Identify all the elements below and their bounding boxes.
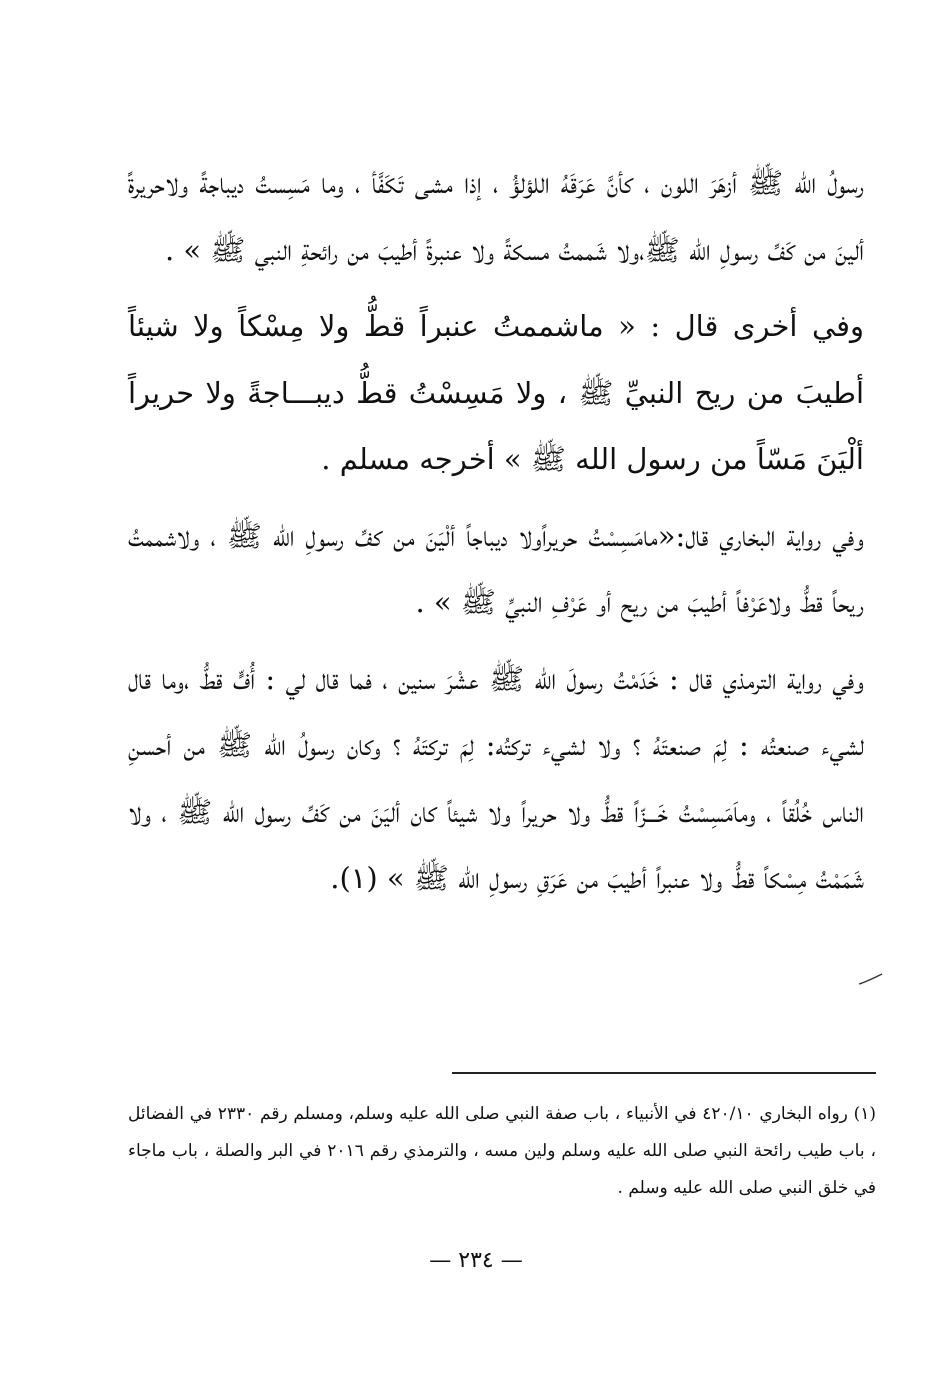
paragraph-other-narration: وفي أخرى قال : « ماشممتُ عنبراً قطُّ ولا مِسْكاً ولا شيئاً أطيبَ من ريح النبيِّ ﷺ ، ولا مَسِسْتُ قطُّ ديبـــاجةً ولا حريراً ألْيَنَ مَسّاً من رسول الله ﷺ » أخرجه مسلم . xyxy=(128,309,864,476)
main-text xyxy=(128,150,864,912)
paragraph-description: رسولُ الله ﷺ أزهَرَ اللون ، كأنَّ عَرَقَهُ اللؤلؤُ ، إذا مشى تَكَفَّأ ، وما مَسِستُ ديباجةً ولاحريرةً ألينَ من كَفِّ رسولِ الله ﷺ،ولا شَممتُ مسكةً ولا عنبرةً أطيبَ من رائحةِ النبي ﷺ » . xyxy=(128,166,864,267)
paragraph-bukhari-narration: وفي رواية البخاري قال:«مامَسِسْتُ حريراًولا ديباجاً ألْيَنَ من كفِّ رسولِ الله ﷺ ، ولاشممتُ ريحاً قطُّ ولاعَرْفاً أطيبَ من ريح أو عَرْفِ النبيِّ ﷺ » . xyxy=(128,518,864,619)
margin-pen-mark xyxy=(858,972,884,986)
footnote-separator xyxy=(452,1072,876,1074)
paragraph-tirmidhi-narration: وفي رواية الترمذي قال : خَدَمْتُ رسولَ الله ﷺ عشْرَ سنين ، فما قال لي : أُفٍّ قطُّ ،وما قال لشيء صنعتُه : لِمَ صنعتَهُ ؟ ولا لشيء تركتُه: لِمَ تركتَهُ ؟ وكان رسولُ الله ﷺ من أحسنِ الناس خُلُقاً ، وماَمَسِسْتُ خَـــزّاً قطُّ ولا حريراً ولا شيئاً كان أليَنَ من كَفِّ رسول الله ﷺ ، ولا شَمَمْتُ مِسْكاً قطُّ ولا عنبراً أطيبَ من عَرَقِ رسولِ الله ﷺ » (١). xyxy=(128,661,864,895)
footnote: (١) رواه البخاري ٤٢٠/١٠ في الأنبياء ، باب صفة النبي صلى الله عليه وسلم، ومسلم رقم ٢٣٣٠ في الفضائل ، باب طيب رائحة النبي صلى الله عليه وسلم ولين مسه ، والترمذي رقم ٢٠١٦ في البر والصلة ، باب ماجاء في خلق النبي صلى الله عليه وسلم . xyxy=(128,1104,876,1198)
page-number: — ٢٣٤ — xyxy=(429,1248,523,1273)
